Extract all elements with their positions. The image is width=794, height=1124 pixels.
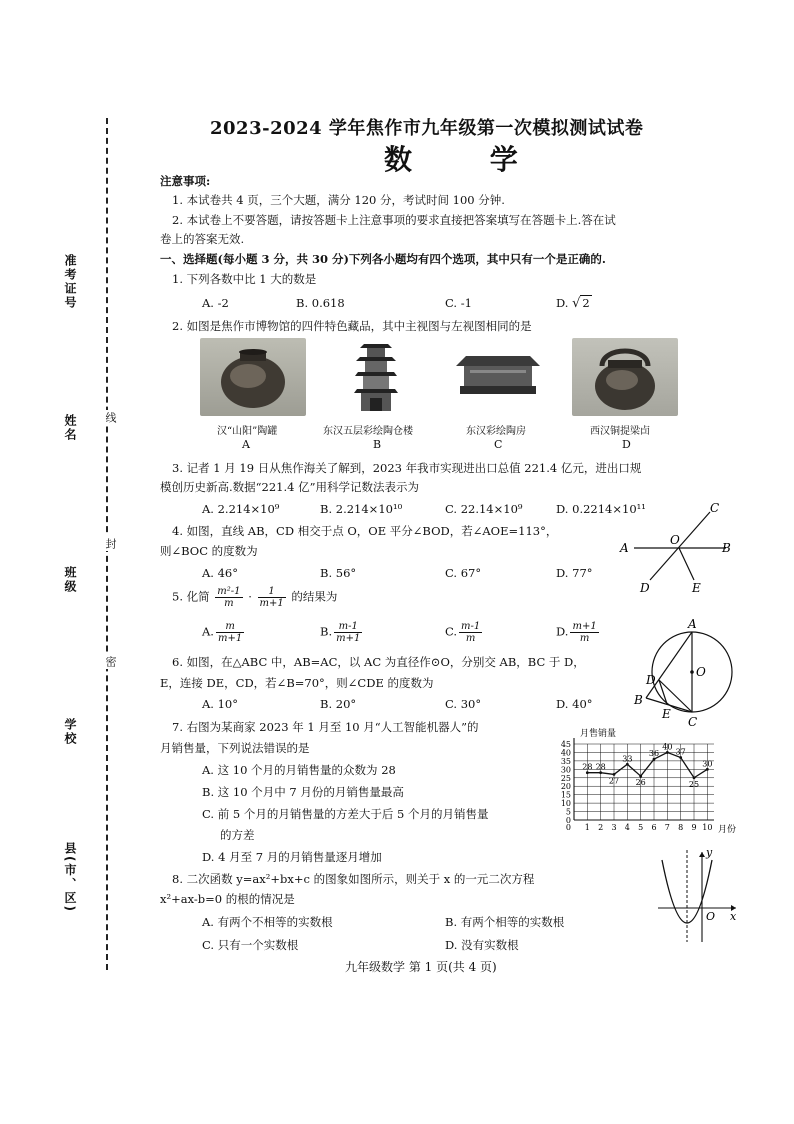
label-county: 县(市、区) [63, 842, 77, 913]
q2-letter-b: B [373, 438, 382, 451]
q1-option-b: B. 0.618 [296, 296, 345, 310]
q5-option-a-num: m [216, 621, 244, 633]
chart-xtick-label: 10 [702, 823, 713, 832]
chart-ytick-label: 40 [560, 748, 571, 758]
q2-caption-d: 西汉铜提梁卣 [590, 426, 650, 437]
exam-title: 2023-2024 学年焦作市九年级第一次模拟测试试卷 [210, 118, 644, 139]
chart-xtick-label: 4 [624, 823, 630, 832]
q4-point-d: D [640, 581, 650, 595]
q1-option-d-label: D. [556, 296, 569, 310]
q4-option-d: D. 77° [556, 566, 593, 580]
notes-line-1: 1. 本试卷共 4 页，三个大题，满分 120 分，考试时间 100 分钟. [172, 193, 505, 207]
q5-option-a [202, 621, 246, 644]
chart-data-label: 25 [688, 779, 700, 789]
q5-option-c [445, 621, 484, 644]
subject-title: 数 学 [384, 143, 552, 176]
q1-option-d: D. √ 2 [556, 296, 590, 311]
q6-option-a: A. 10° [202, 697, 238, 711]
q4-option-b: B. 56° [320, 566, 357, 580]
q4-point-a: A [620, 541, 629, 555]
chart-xtick-label: 1 [584, 823, 590, 832]
q8-parabola-figure [654, 846, 740, 944]
chart-data-label: 30 [702, 759, 713, 769]
q7-sales-chart [556, 726, 746, 838]
q5-fraction-1 [215, 586, 242, 609]
q6-point-o: O [696, 665, 706, 679]
q5-stem-pre: 5. 化简 [172, 589, 210, 604]
chart-point [679, 756, 682, 759]
seal-secret: 密 [104, 656, 117, 667]
artifact-house-image [450, 350, 546, 400]
q5-option-c-fraction [459, 621, 482, 644]
q5-option-d-num: m+1 [572, 621, 597, 632]
chart-xtick-label: 2 [598, 823, 604, 832]
q4-stem-1: 4. 如图，直线 AB，CD 相交于点 O，OE 平分∠BOD，若∠AOE=113°， [172, 524, 558, 538]
q5-stem [172, 586, 337, 609]
q5-option-b-num: m-1 [334, 621, 362, 633]
q1-option-a: A. -2 [202, 296, 229, 310]
chart-point [613, 773, 616, 776]
q2-caption-a: 汉“山阳”陶罐 [217, 426, 278, 437]
q8-axis-y: y [706, 846, 713, 859]
chart-point [653, 758, 656, 761]
q5-option-d [556, 621, 601, 644]
chart-point [626, 763, 629, 766]
artifact-tower-image [348, 338, 404, 416]
chart-data-label: 28 [582, 762, 593, 772]
chart-point [693, 776, 696, 779]
chart-point [706, 768, 709, 771]
q5-option-a-den: m+1 [217, 633, 243, 644]
q6-option-d: D. 40° [556, 697, 593, 711]
chart-point [639, 775, 642, 778]
q8-axis-x: x [730, 910, 737, 923]
q1-option-d-radicand: 2 [582, 296, 590, 310]
q5-option-b-fraction [334, 621, 362, 644]
notes-line-2: 2. 本试卷上不要答题，请按答题卡上注意事项的要求直接把答案填写在答题卡上.答在试 [172, 213, 616, 227]
q3-stem-1: 3. 记者 1 月 19 日从焦作海关了解到，2023 年我市实现进出口总值 221.4 亿元，进出口规 [172, 461, 642, 475]
artifact-jar-image [200, 338, 306, 416]
q1-stem: 1. 下列各数中比 1 大的数是 [172, 272, 317, 286]
notes-heading: 注意事项: [160, 174, 211, 188]
q3-stem-2: 模创历史新高.数据“221.4 亿”用科学记数法表示为 [160, 480, 419, 494]
chart-point [586, 771, 589, 774]
q5-fraction-1-num: m²-1 [217, 586, 241, 597]
q4-point-c: C [710, 501, 720, 515]
chart-point [666, 751, 669, 754]
page-footer: 九年级数学 第 1 页(共 4 页) [345, 960, 497, 974]
chart-ytick-label: 35 [560, 756, 571, 766]
q2-caption-b: 东汉五层彩绘陶仓楼 [323, 426, 413, 437]
q6-point-d: D [646, 673, 656, 687]
q5-fraction-2-num: 1 [258, 586, 286, 598]
chart-origin-label: 0 [565, 823, 571, 832]
q5-option-a-fraction [216, 621, 244, 644]
q4-option-a: A. 46° [202, 566, 238, 580]
q5-fraction-1-den: m [224, 598, 234, 609]
q5-stem-post: 的结果为 [291, 589, 338, 604]
q6-option-b: B. 20° [320, 697, 357, 711]
chart-ytick-label: 5 [565, 807, 571, 817]
chart-xtick-label: 9 [691, 823, 697, 832]
q6-stem-1: 6. 如图，在△ABC 中，AB=AC，以 AC 为直径作⊙O，分别交 AB，BC 于 D， [172, 655, 585, 669]
chart-ytick-label: 0 [565, 816, 571, 825]
q5-option-a-label: A. [202, 624, 214, 639]
seal-seal: 封 [104, 538, 117, 549]
q5-option-b [320, 621, 364, 644]
q4-point-b: B [722, 541, 731, 555]
q8-option-b: B. 有两个相等的实数根 [445, 915, 565, 929]
q5-option-b-label: B. [320, 624, 333, 639]
q1-option-c: C. -1 [445, 296, 472, 310]
q5-option-c-label: C. [445, 624, 458, 639]
chart-data-label: 28 [595, 762, 606, 772]
q8-stem-1: 8. 二次函数 y=ax²+bx+c 的图象如图所示，则关于 x 的一元二次方程 [172, 872, 535, 886]
label-name: 姓名 [63, 414, 77, 442]
chart-ytick-label: 25 [560, 773, 571, 783]
q5-fraction-2 [258, 586, 286, 609]
q5-option-b-den: m+1 [336, 633, 361, 644]
q6-point-b: B [634, 693, 643, 707]
q6-point-a: A [688, 617, 697, 631]
q3-option-c: C. 22.14×10⁹ [445, 502, 523, 516]
q8-stem-2: x²+ax-b=0 的根的情况是 [160, 892, 295, 906]
q6-point-e: E [662, 707, 671, 721]
q5-option-d-fraction [570, 621, 598, 644]
chart-data-label: 27 [608, 776, 620, 786]
q7-option-c-cont: 的方差 [220, 828, 255, 842]
q5-option-c-num: m-1 [461, 621, 481, 632]
chart-data-label: 36 [648, 749, 660, 759]
q7-option-d: D. 4 月至 7 月的月销售量逐月增加 [202, 850, 382, 864]
q4-point-e: E [692, 581, 701, 595]
chart-ylabel: 月售销量 [580, 729, 617, 739]
q6-figure [626, 612, 742, 732]
label-exam-number: 准考证号 [63, 254, 77, 310]
q3-option-d: D. 0.2214×10¹¹ [556, 502, 646, 516]
chart-ytick-label: 10 [560, 799, 571, 809]
q2-stem: 2. 如图是焦作市博物馆的四件特色藏品，其中主视图与左视图相同的是 [172, 319, 532, 333]
q5-option-d-den: m [579, 633, 590, 644]
chart-ytick-label: 30 [560, 765, 571, 775]
q2-letter-c: C [494, 438, 503, 451]
q4-option-c: C. 67° [445, 566, 482, 580]
q4-point-o: O [670, 533, 680, 547]
q5-dot: · [248, 589, 252, 604]
q5-fraction-2-den: m+1 [259, 598, 284, 609]
chart-ytick-label: 15 [560, 790, 571, 800]
chart-point [599, 771, 602, 774]
q7-stem-1: 7. 右图为某商家 2023 年 1 月至 10 月“人工智能机器人”的 [172, 720, 479, 734]
q4-stem-2: 则∠BOC 的度数为 [160, 544, 258, 558]
q3-option-b: B. 2.214×10¹⁰ [320, 502, 403, 516]
label-school: 学校 [63, 718, 77, 746]
q7-option-b: B. 这 10 个月中 7 月份的月销售量最高 [202, 785, 404, 799]
chart-xtick-label: 8 [678, 823, 684, 832]
artifact-vessel-image [572, 338, 678, 416]
q6-point-c: C [688, 715, 698, 729]
section-1-heading: 一、选择题(每小题 3 分，共 30 分)下列各小题均有四个选项，其中只有一个是正确的. [160, 252, 606, 266]
chart-xlabel: 月份 [718, 825, 737, 835]
q8-option-a: A. 有两个不相等的实数根 [202, 915, 333, 929]
chart-xtick-label: 5 [638, 823, 644, 832]
q7-stem-2: 月销售量，下列说法错误的是 [160, 741, 310, 755]
chart-data-label: 33 [622, 754, 633, 764]
chart-xtick-label: 7 [664, 823, 670, 832]
chart-xtick-label: 3 [611, 823, 617, 832]
chart-data-label: 40 [662, 742, 673, 752]
label-class: 班级 [63, 566, 77, 594]
q6-stem-2: E，连接 DE，CD，若∠B=70°，则∠CDE 的度数为 [160, 676, 434, 690]
q5-option-d-label: D. [556, 624, 569, 639]
chart-ytick-label: 45 [560, 740, 571, 749]
notes-line-2-cont: 卷上的答案无效. [160, 232, 245, 246]
chart-ytick-label: 20 [560, 782, 571, 792]
q7-option-a: A. 这 10 个月的月销售量的众数为 28 [202, 763, 396, 777]
q8-option-d: D. 没有实数根 [445, 938, 519, 952]
q2-caption-c: 东汉彩绘陶房 [466, 426, 526, 437]
q5-option-c-den: m [465, 633, 476, 644]
seal-line: 线 [104, 412, 117, 423]
q4-figure [616, 500, 742, 596]
chart-data-label: 26 [635, 778, 646, 788]
q8-option-c: C. 只有一个实数根 [202, 938, 299, 952]
q2-letter-a: A [242, 438, 250, 451]
q6-option-c: C. 30° [445, 697, 482, 711]
q2-letter-d: D [622, 438, 631, 451]
chart-data-label: 37 [675, 747, 686, 757]
q3-option-a: A. 2.214×10⁹ [202, 502, 280, 516]
q7-option-c: C. 前 5 个月的月销售量的方差大于后 5 个月的月销售量 [202, 807, 489, 821]
q8-origin: O [706, 910, 716, 923]
chart-xtick-label: 6 [651, 823, 657, 832]
